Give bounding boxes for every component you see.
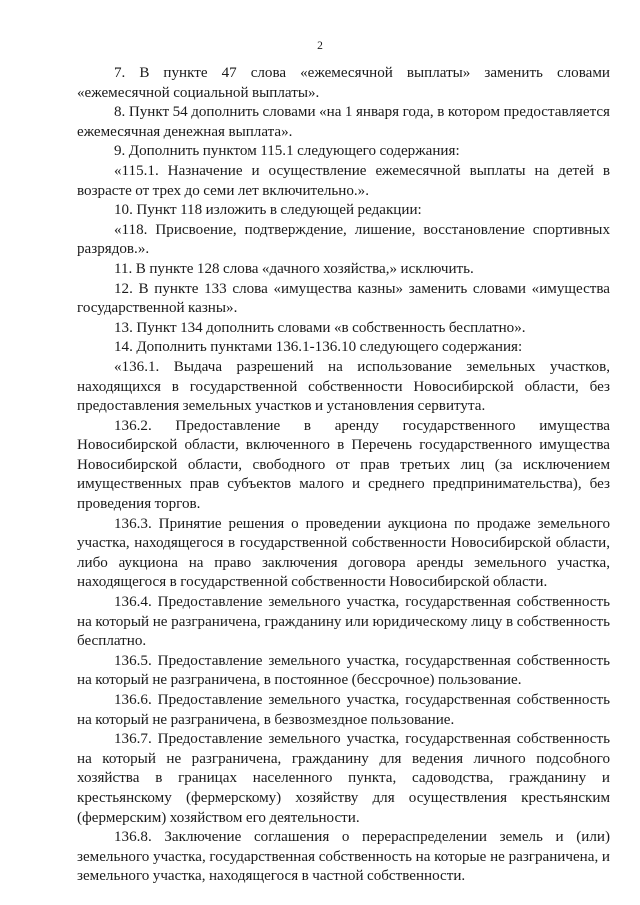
paragraph-quote-136-3: 136.3. Принятие решения о проведении аукциона по продаже земельного участка, находящегося в государственной собственности Новосибирской области, либо аукциона на право заключения договора аренды земельного участка, находящегося в государственной собственности Новосибирской области. [77,515,610,591]
paragraph-quote-136-5: 136.5. Предоставление земельного участка, государственная собственность на который не разграничена, в постоянное (бессрочное) пользование. [77,652,610,689]
paragraph-quote-136-7: 136.7. Предоставление земельного участка, государственная собственность на который не разграничена, гражданину для ведения личного подсобного хозяйства в границах населенного пункта, садоводства, гражданину и крестьянскому (фермерскому) хозяйству для осуществления крестьянским (фермерским) хозяйством его деятельности. [77,731,610,826]
paragraph-quote-136-8: 136.8. Заключение соглашения о перераспределении земель и (или) земельного участка, государственная собственность на которые не разграничена, и земельного участка, находящегося в частной собственности. [77,829,610,885]
paragraph-item-11: 11. В пункте 128 слова «дачного хозяйства,» исключить. [114,260,474,277]
paragraph-item-9: 9. Дополнить пунктом 115.1 следующего содержания: [114,143,460,160]
paragraph-item-7: 7. В пункте 47 слова «ежемесячной выплаты» заменить словами «ежемесячной социальной выплаты». [77,65,610,101]
paragraph-quote-136-4: 136.4. Предоставление земельного участка, государственная собственность на который не разграничена, гражданину или юридическому лицу в собственность бесплатно. [77,594,610,650]
paragraph-item-12: 12. В пункте 133 слова «имущества казны» заменить словами «имущества государственной казны». [77,280,610,317]
paragraph-item-14: 14. Дополнить пунктами 136.1-136.10 следующего содержания: [114,339,523,356]
paragraph-quote-118: «118. Присвоение, подтверждение, лишение, восстановление спортивных разрядов.». [77,221,610,258]
paragraph-item-10: 10. Пункт 118 изложить в следующей редакции: [114,202,422,219]
paragraph-quote-136-2: 136.2. Предоставление в аренду государственного имущества Новосибирской области, включенного в Перечень государственного имущества Новосибирской области, свободного от прав третьих лиц (за исключением имущественных прав субъектов малого и среднего предпринимательства), без проведения торгов. [77,417,610,513]
paragraph-quote-136-1: «136.1. Выдача разрешений на использование земельных участков, находящихся в государственной собственности Новосибирской области, без предоставления земельных участков и установления сервитута. [77,358,610,415]
document-body [77,64,610,887]
page-number: 2 [317,40,323,52]
paragraph-quote-136-6: 136.6. Предоставление земельного участка, государственная собственность на который не разграничена, в безвозмездное пользование. [77,692,610,728]
paragraph-item-13: 13. Пункт 134 дополнить словами «в собственность бесплатно». [114,319,526,336]
paragraph-item-8: 8. Пункт 54 дополнить словами «на 1 января года, в котором предоставляется ежемесячная денежная выплата». [77,104,610,140]
paragraph-quote-115-1: «115.1. Назначение и осуществление ежемесячной выплаты на детей в возрасте от трех до семи лет включительно.». [77,162,610,199]
